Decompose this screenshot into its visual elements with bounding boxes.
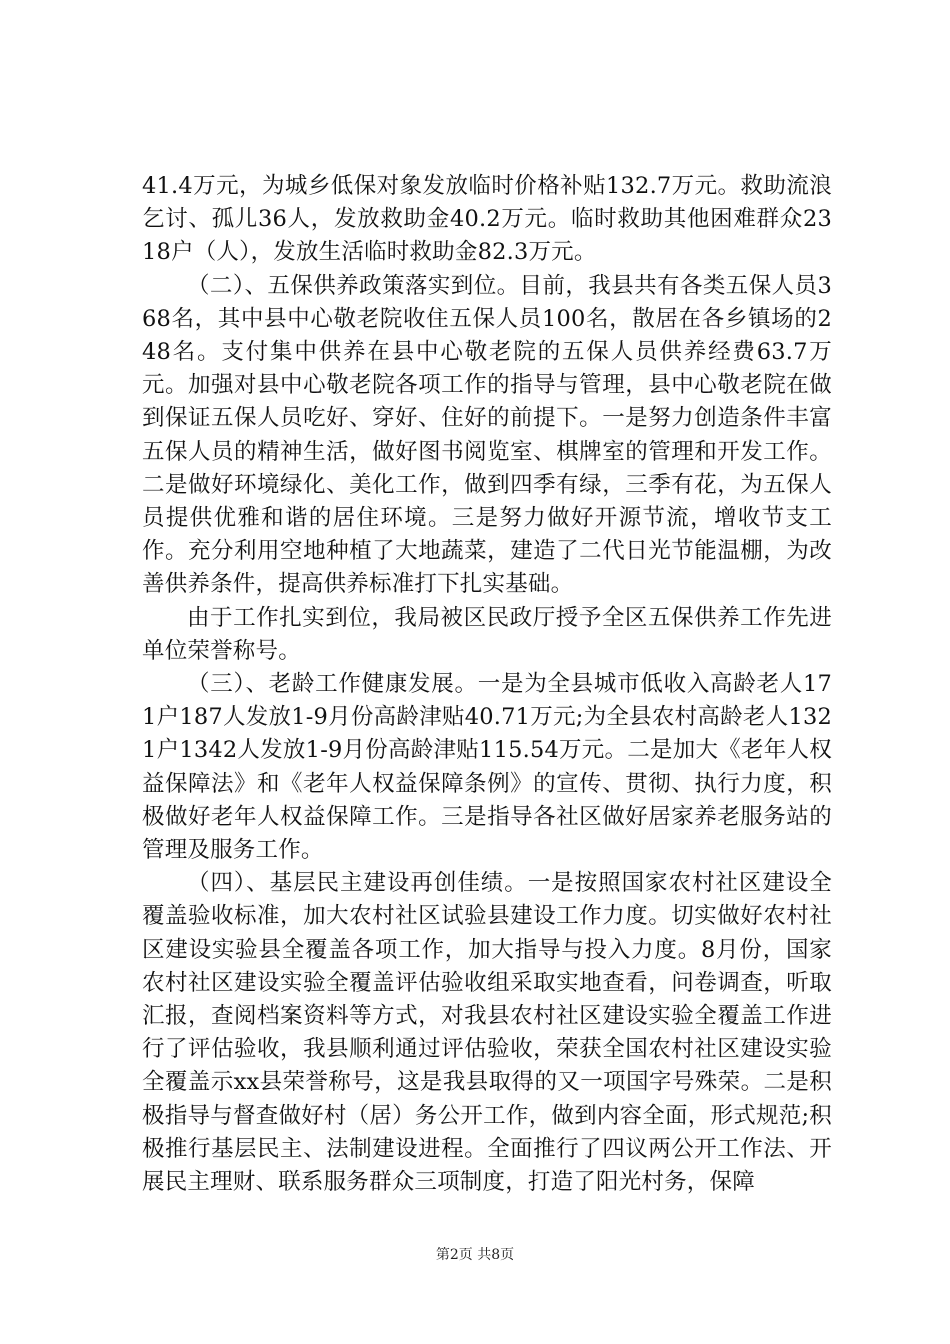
paragraph-grassroots-democracy: （四）、基层民主建设再创佳绩。一是按照国家农村社区建设全覆盖验收标准，加大农村社区试验县建设工作力度。切实做好农村社区建设实验县全覆盖各项工作，加大指导与投入力度。8月份，国家农村社区建设实验全覆盖评估验收组采取实地查看，问卷调查，听取汇报，查阅档案资料等方式，对我县农村社区建设实验全覆盖工作进行了评估验收，我县顺利通过评估验收，荣获全国农村社区建设实验全覆盖示xx县荣誉称号，这是我县取得的又一项国字号殊荣。二是积极指导与督查做好村（居）务公开工作，做到内容全面，形式规范;积极推行基层民主、法制建设进程。全面推行了四议两公开工作法、开展民主理财、联系服务群众三项制度，打造了阳光村务，保障 [142, 870, 832, 1196]
paragraph-wubao-support: （二）、五保供养政策落实到位。目前，我县共有各类五保人员368名，其中县中心敬老院收住五保人员100名，散居在各乡镇场的248名。支付集中供养在县中心敬老院的五保人员供养经费63.7万元。加强对县中心敬老院各项工作的指导与管理，县中心敬老院在做到保证五保人员吃好、穿好、住好的前提下。一是努力创造条件丰富五保人员的精神生活，做好图书阅览室、棋牌室的管理和开发工作。二是做好环境绿化、美化工作，做到四季有绿，三季有花，为五保人员提供优雅和谐的居住环境。三是努力做好开源节流，增收节支工作。充分利用空地种植了大地蔬菜，建造了二代日光节能温棚，为改善供养条件，提高供养标准打下扎实基础。 [142, 272, 832, 598]
paragraph-honor: 由于工作扎实到位，我局被区民政厅授予全区五保供养工作先进单位荣誉称号。 [142, 604, 832, 664]
document-body [142, 170, 832, 1199]
paragraph-continuation: 41.4万元，为城乡低保对象发放临时价格补贴132.7万元。救助流浪乞讨、孤儿36人，发放救助金40.2万元。临时救助其他困难群众2318户（人），发放生活临时救助金82.3万元。 [142, 173, 832, 266]
page-footer: 第2页 共8页 [435, 1247, 515, 1263]
paragraph-elderly-work: （三）、老龄工作健康发展。一是为全县城市低收入高龄老人171户187人发放1-9月份高龄津贴40.71万元;为全县农村高龄老人1321户1342人发放1-9月份高龄津贴115.54万元。二是加大《老年人权益保障法》和《老年人权益保障条例》的宣传、贯彻、执行力度，积极做好老年人权益保障工作。三是指导各社区做好居家养老服务站的管理及服务工作。 [142, 671, 832, 864]
